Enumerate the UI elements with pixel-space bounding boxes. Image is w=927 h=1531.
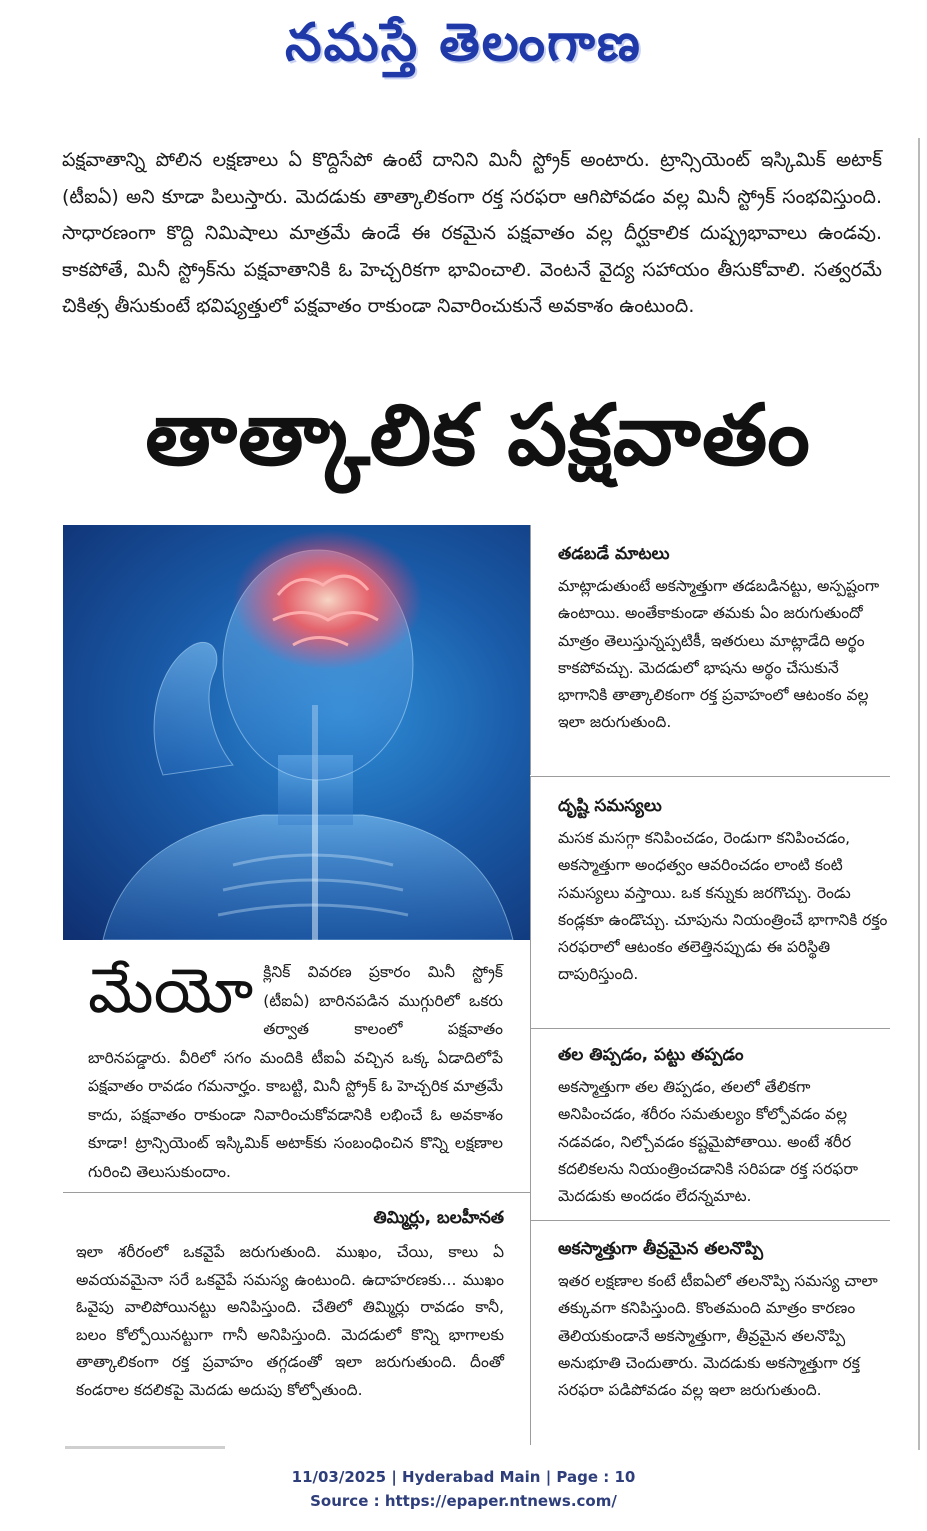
section-vision-problems <box>558 795 890 989</box>
section-heading: దృష్టి సమస్యలు <box>558 796 662 816</box>
right-column-rule <box>918 138 920 1450</box>
mayo-paragraph <box>88 954 503 1186</box>
drop-cap: మేయో <box>88 954 254 1027</box>
section-text: ఇలా శరీరంలో ఒకవైపే జరుగుతుంది. ముఖం, చేయి, కాలు ఏ అవయవమైనా సరే ఒకవైపే సమస్య ఉంటుంది. ఉదాహరణకు... ముఖం ఓవైపు వాలిపోయినట్టు అనిపిస్తుంది. చేతిలో తిమ్మిర్లు రావడం కానీ, బలం కోల్పోయినట్టుగా గానీ అనిపిస్తుంది. మెదడులో కొన్ని భాగాలకు తాత్కాలికంగా రక్త ప్రవాహం తగ్గడంతో ఇలా జరుగుతుంది. దీంతో కండరాల కదలికపై మెదడు అదుపు కోల్పోతుంది. <box>76 1243 504 1399</box>
section-divider <box>63 1192 530 1193</box>
section-text: అకస్మాత్తుగా తల తిప్పడం, తలలో తేలికగా అనిపించడం, శరీరం సమతుల్యం కోల్పోవడం వల్ల నడవడం, నిల్చోవడం కష్టమైపోతాయి. అంటే శరీర కదలికలను నియంత్రించడానికి సరిపడా రక్త సరఫరా మెదడుకు అందడం లేదన్నమాట. <box>558 1078 858 1206</box>
section-divider <box>530 776 890 777</box>
section-text: ఇతర లక్షణాల కంటే టీఐఏలో తలనొప్పి సమస్య చాలా తక్కువగా కనిపిస్తుంది. కొంతమంది మాత్రం కారణం తెలియకుండానే అకస్మాత్తుగా, తీవ్రమైన తలనొప్పి అనుభూతి చెందుతారు. మెదడుకు అకస్మాత్తుగా రక్త సరఫరా పడిపోవడం వల్ల ఇలా జరుగుతుంది. <box>558 1272 878 1400</box>
section-text: మాట్లాడుతుంటే అకస్మాత్తుగా తడబడినట్టు, అస్పష్టంగా ఉంటాయి. అంతేకాకుండా తమకు ఏం జరుగుతుందో మాత్రం తెలుస్తున్నప్పటికీ, ఇతరులు మాట్లాడేది అర్థం కాకపోవచ్చు. మెదడులో భాషను అర్థం చేసుకునే భాగానికి తాత్కాలికంగా రక్త ప్రవాహంలో ఆటంకం వల్ల ఇలా జరుగుతుంది. <box>558 577 880 732</box>
section-numbness <box>76 1207 504 1404</box>
bottom-rule <box>65 1446 225 1449</box>
footer-date-edition: 11/03/2025 | Hyderabad Main | Page : 10 <box>291 1468 636 1486</box>
section-slurred-speech <box>558 543 890 737</box>
section-heading: తిమ్మిర్లు, బలహీనత <box>373 1208 504 1228</box>
section-dizziness <box>558 1044 890 1210</box>
column-divider <box>530 1028 531 1220</box>
section-divider <box>530 1028 890 1029</box>
brain-illustration <box>63 525 530 940</box>
brain-head-icon <box>63 525 530 940</box>
section-sudden-headache <box>558 1238 890 1404</box>
column-divider <box>530 525 531 775</box>
footer-source: Source : https://epaper.ntnews.com/ <box>310 1492 617 1510</box>
headline: తాత్కాలిక పక్షవాతం <box>145 386 811 484</box>
section-text: మసక మసగ్గా కనిపించడం, రెండుగా కనిపించడం, అకస్మాత్తుగా అంధత్వం ఆవరించడం లాంటి కంటి సమస్యలు వస్తాయి. ఒక కన్నుకు జరగొచ్చు. రెండు కండ్లకూ ఉండొచ్చు. చూపును నియంత్రించే భాగానికి రక్తం సరఫరాలో ఆటంకం తలెత్తినప్పుడు ఈ పరిస్థితి దాపురిస్తుంది. <box>558 829 888 984</box>
column-divider <box>530 776 531 1028</box>
intro-paragraph: పక్షవాతాన్ని పోలిన లక్షణాలు ఏ కొద్దిసేపో ఉంటే దానిని మినీ స్ట్రోక్ అంటారు. ట్రాన్సియెంట్ ఇస్కిమిక్ అటాక్ (టీఐఏ) అని కూడా పిలుస్తారు. మెదడుకు తాత్కాలికంగా రక్త సరఫరా ఆగిపోవడం వల్ల మినీ స్ట్రోక్ సంభవిస్తుంది. సాధారణంగా కొద్ది నిమిషాలు మాత్రమే ఉండే ఈ రకమైన పక్షవాతం వల్ల దీర్ఘకాలిక దుష్ప్రభావాలు ఉండవు. కాకపోతే, మినీ స్ట్రోక్‌ను పక్షవాతానికి ఓ హెచ్చరికగా భావించాలి. వెంటనే వైద్య సహాయం తీసుకోవాలి. సత్వరమే చికిత్స తీసుకుంటే భవిష్యత్తులో పక్షవాతం రాకుండా నివారించుకునే అవకాశం ఉంటుంది. <box>62 149 882 317</box>
section-heading: అకస్మాత్తుగా తీవ్రమైన తలనొప్పి <box>558 1239 764 1259</box>
section-heading: తల తిప్పడం, పట్టు తప్పడం <box>558 1045 744 1065</box>
mayo-text: క్లినిక్ వివరణ ప్రకారం మినీ స్ట్రోక్ (టీఐఏ) బారినపడిన ముగ్గురిలో ఒకరు తర్వాత కాలంలో పక్షవాతం బారినపడ్డారు. వీరిలో సగం మందికి టీఐఏ వచ్చిన ఒక్క ఏడాదిలోపే పక్షవాతం రావడం గమనార్హం. కాబట్టి, మినీ స్ట్రోక్ ఓ హెచ్చరిక మాత్రమే కాదు, పక్షవాతం రాకుండా నివారించుకోవడానికి లభించే ఓ అవకాశం కూడా! ట్రాన్సియెంట్ ఇస్కిమిక్ అటాక్‌కు సంబంధించిన కొన్ని లక్షణాల గురించి తెలుసుకుందాం. <box>88 963 503 1181</box>
section-divider <box>530 1220 890 1221</box>
masthead-logo: నమస్తే తెలంగాణ <box>285 12 642 73</box>
column-divider <box>530 1220 531 1445</box>
section-heading: తడబడే మాటలు <box>558 544 670 564</box>
